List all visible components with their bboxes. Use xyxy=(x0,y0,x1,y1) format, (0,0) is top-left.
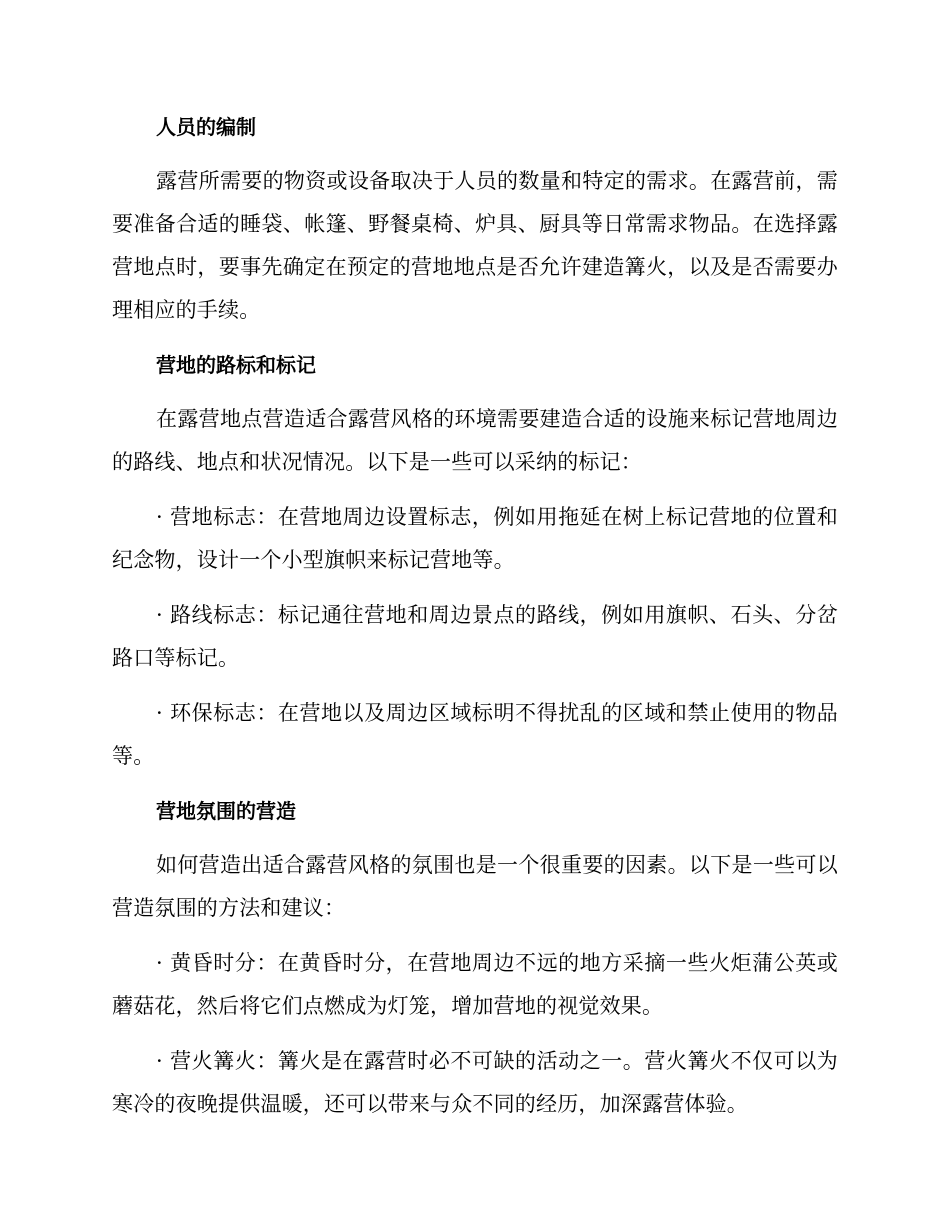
section-heading: 营地氛围的营造 xyxy=(156,799,296,823)
section-heading: 人员的编制 xyxy=(156,115,256,139)
paragraph: 在露营地点营造适合露营风格的环境需要建造合适的设施来标记营地周边的路线、地点和状况情况。以下是一些可以采纳的标记： xyxy=(112,407,838,474)
section-signage xyxy=(112,350,838,778)
bullet-paragraph: · 路线标志：标记通往营地和周边景点的路线，例如用旗帜、石头、分岔路口等标记。 xyxy=(112,603,838,670)
section-staffing xyxy=(112,112,838,332)
paragraph: 露营所需要的物资或设备取决于人员的数量和特定的需求。在露营前，需要准备合适的睡袋、帐篷、野餐桌椅、炉具、厨具等日常需求物品。在选择露营地点时，要事先确定在预定的营地地点是否允许建造篝火，以及是否需要办理相应的手续。 xyxy=(112,169,838,322)
bullet-paragraph: · 环保标志：在营地以及周边区域标明不得扰乱的区域和禁止使用的物品等。 xyxy=(112,701,838,768)
bullet-paragraph: · 黄昏时分：在黄昏时分，在营地周边不远的地方采摘一些火炬蒲公英或蘑菇花，然后将它们点燃成为灯笼，增加营地的视觉效果。 xyxy=(112,951,838,1018)
bullet-paragraph: · 营地标志：在营地周边设置标志，例如用拖延在树上标记营地的位置和纪念物，设计一个小型旗帜来标记营地等。 xyxy=(112,505,838,572)
bullet-paragraph: · 营火篝火：篝火是在露营时必不可缺的活动之一。营火篝火不仅可以为寒冷的夜晚提供温暖，还可以带来与众不同的经历，加深露营体验。 xyxy=(112,1049,838,1116)
paragraph: 如何营造出适合露营风格的氛围也是一个很重要的因素。以下是一些可以营造氛围的方法和建议： xyxy=(112,853,838,920)
section-atmosphere xyxy=(112,796,838,1126)
section-heading: 营地的路标和标记 xyxy=(156,353,316,377)
